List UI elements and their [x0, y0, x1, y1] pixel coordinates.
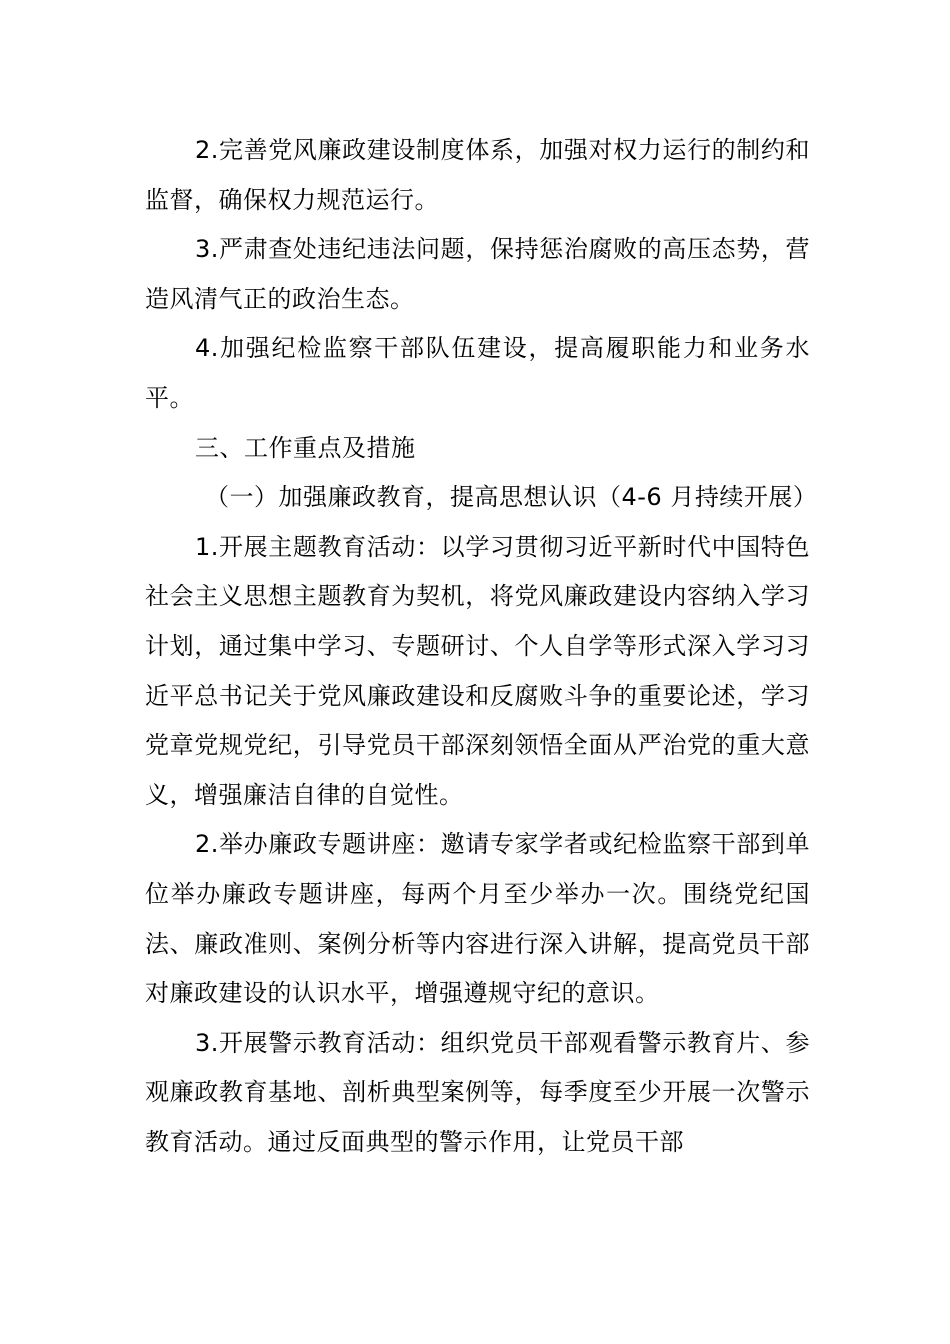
- document-body: [145, 126, 818, 1167]
- paragraph-measure-2: 2.举办廉政专题讲座：邀请专家学者或纪检监察干部到单位举办廉政专题讲座，每两个月至少举办一次。围绕党纪国法、廉政准则、案例分析等内容进行深入讲解，提高党员干部对廉政建设的认识水平，增强遵规守纪的意识。: [145, 830, 810, 1008]
- paragraph-goal-2: 2.完善党风廉政建设制度体系，加强对权力运行的制约和监督，确保权力规范运行。: [145, 136, 810, 214]
- section-heading-3: 三、工作重点及措施: [195, 433, 416, 462]
- subsection-heading-1: （一）加强廉政教育，提高思想认识（4-6 月持续开展）: [205, 483, 818, 512]
- paragraph-measure-1: 1.开展主题教育活动：以学习贯彻习近平新时代中国特色社会主义思想主题教育为契机，将党风廉政建设内容纳入学习计划，通过集中学习、专题研讨、个人自学等形式深入学习习近平总书记关于党风廉政建设和反腐败斗争的重要论述，学习党章党规党纪，引导党员干部深刻领悟全面从严治党的重大意义，增强廉洁自律的自觉性。: [145, 532, 810, 809]
- paragraph-measure-3: 3.开展警示教育活动：组织党员干部观看警示教育片、参观廉政教育基地、剖析典型案例等，每季度至少开展一次警示教育活动。通过反面典型的警示作用，让党员干部: [145, 1028, 810, 1156]
- paragraph-goal-3: 3.严肃查处违纪违法问题，保持惩治腐败的高压态势，营造风清气正的政治生态。: [145, 235, 810, 313]
- paragraph-goal-4: 4.加强纪检监察干部队伍建设，提高履职能力和业务水平。: [145, 334, 810, 412]
